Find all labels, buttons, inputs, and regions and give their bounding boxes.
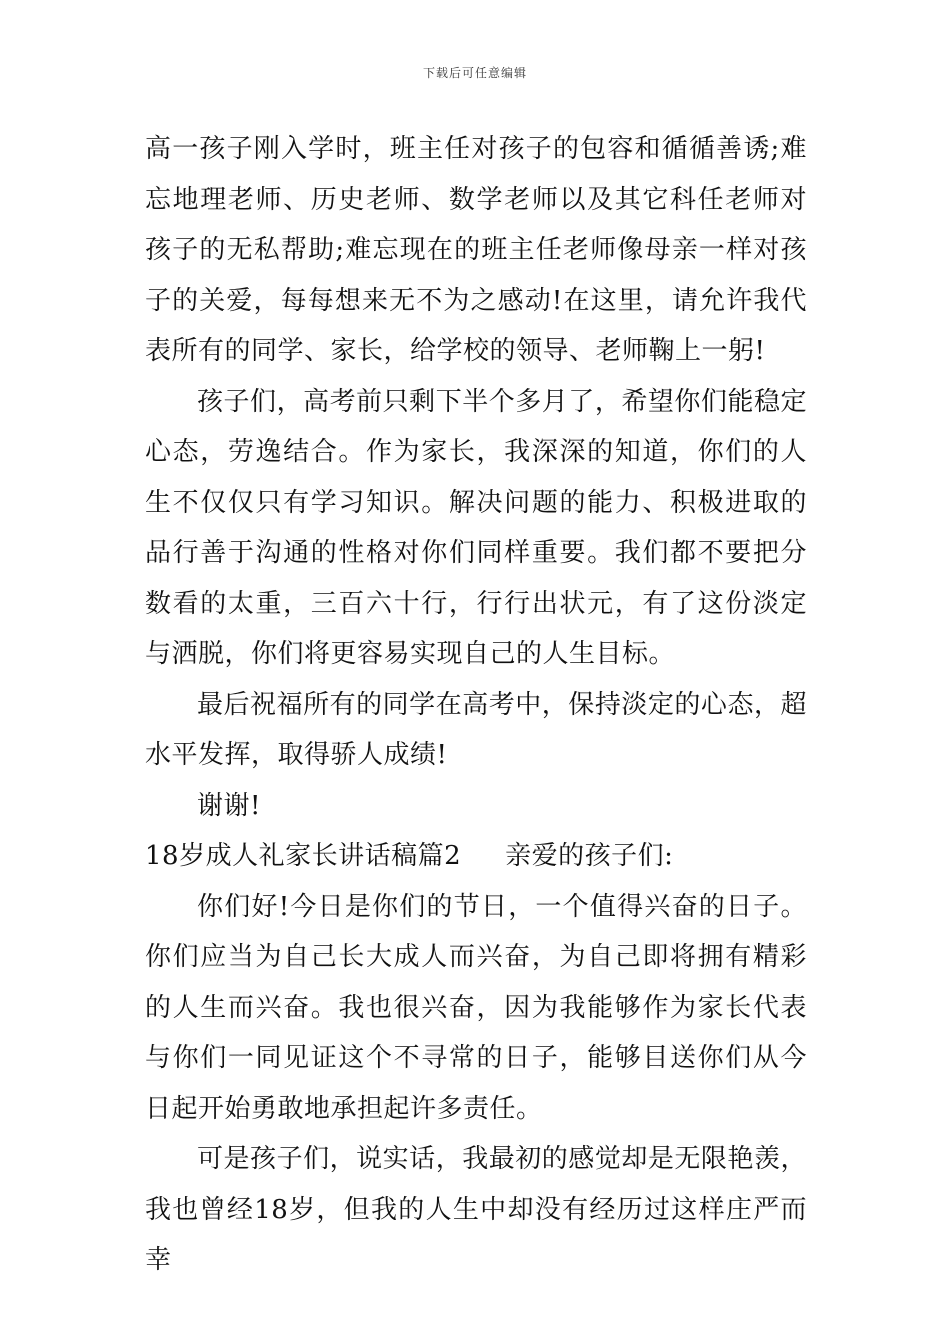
- section-heading: [145, 831, 807, 882]
- page-header: 下载后可任意编辑: [422, 66, 527, 80]
- paragraph-5: 可是孩子们，说实话，我最初的感觉却是无限艳羡，我也曾经18岁，但我的人生中却没有经历过这样庄严而幸: [145, 1144, 807, 1275]
- paragraph-3: 最后祝福所有的同学在高考中，保持淡定的心态，超水平发挥，取得骄人成绩!: [145, 689, 807, 770]
- paragraph-thanks: 谢谢!: [197, 790, 261, 821]
- paragraph-2: 孩子们，高考前只剩下半个多月了，希望你们能稳定心态，劳逸结合。作为家长，我深深的知道，你们的人生不仅仅只有学习知识。解决问题的能力、积极进取的品行善于沟通的性格对你们同样重要。我们都不要把分数看的太重，三百六十行，行行出状元，有了这份淡定与洒脱，你们将更容易实现自己的人生目标。: [145, 386, 807, 669]
- document-body: [145, 124, 807, 1286]
- section-title: 18岁成人礼家长讲话稿篇2: [145, 841, 462, 871]
- section-greeting: 亲爱的孩子们:: [505, 841, 674, 871]
- paragraph-1: 高一孩子刚入学时，班主任对孩子的包容和循循善诱;难忘地理老师、历史老师、数学老师以及其它科任老师对孩子的无私帮助;难忘现在的班主任老师像母亲一样对孩子的关爱，每每想来无不为之感动!在这里，请允许我代表所有的同学、家长，给学校的领导、老师鞠上一躬!: [145, 134, 807, 366]
- paragraph-4: 你们好!今日是你们的节日，一个值得兴奋的日子。你们应当为自己长大成人而兴奋，为自己即将拥有精彩的人生而兴奋。我也很兴奋，因为我能够作为家长代表与你们一同见证这个不寻常的日子，能够目送你们从今日起开始勇敢地承担起许多责任。: [145, 891, 807, 1124]
